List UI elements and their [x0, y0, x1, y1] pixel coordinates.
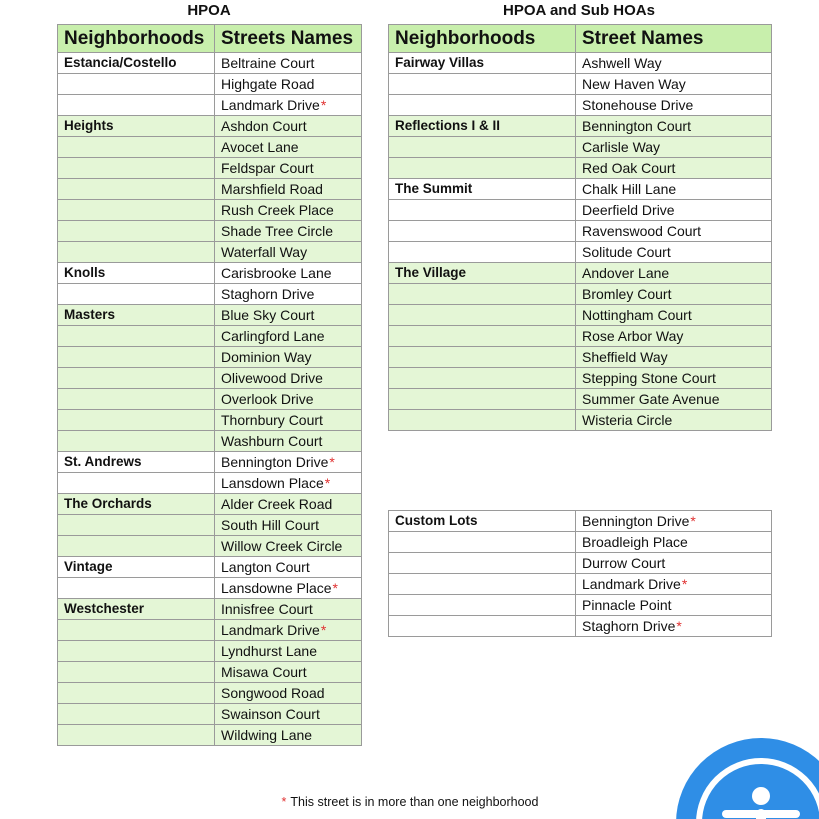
street-name-cell: [215, 347, 362, 368]
street-name: Bennington Drive: [221, 454, 329, 470]
multi-neighborhood-marker: *: [332, 580, 338, 596]
street-name: Avocet Lane: [221, 139, 299, 155]
table-row: [58, 641, 362, 662]
table-row: [389, 284, 772, 305]
neighborhood-cell: [58, 95, 215, 116]
street-name: Ashdon Court: [221, 118, 307, 134]
accessibility-button[interactable]: [676, 738, 819, 819]
multi-neighborhood-marker: *: [681, 576, 688, 592]
table-row: [58, 221, 362, 242]
neighborhood-cell: Westchester: [58, 599, 215, 620]
street-name: Nottingham Court: [582, 307, 692, 323]
neighborhood-cell: Vintage: [58, 557, 215, 578]
multi-neighborhood-marker: *: [324, 475, 331, 491]
street-name-cell: [215, 683, 362, 704]
street-name: Alder Creek Road: [221, 496, 333, 512]
table-row: [58, 515, 362, 536]
street-name: Bennington Court: [582, 118, 691, 134]
neighborhood-cell: Estancia/Costello: [58, 53, 215, 74]
neighborhood-cell: The Summit: [389, 179, 576, 200]
street-name-cell: [215, 704, 362, 725]
street-name: Thornbury Court: [221, 412, 323, 428]
table-row: [58, 410, 362, 431]
neighborhood-cell: [58, 704, 215, 725]
table-row: [58, 284, 362, 305]
table-row: [389, 368, 772, 389]
street-name-cell: [576, 53, 772, 74]
street-name: Chalk Hill Lane: [582, 181, 677, 197]
street-name: Landmark Drive: [582, 576, 681, 592]
table-row: [58, 74, 362, 95]
table-row: [58, 116, 362, 137]
street-name-cell: [576, 595, 772, 616]
street-name-cell: [576, 221, 772, 242]
street-name-cell: [576, 511, 772, 532]
street-name-cell: [215, 536, 362, 557]
table-row: [58, 536, 362, 557]
neighborhood-cell: Masters: [58, 305, 215, 326]
neighborhood-cell: [58, 662, 215, 683]
table-row: [389, 221, 772, 242]
hpoa-table-body: [58, 53, 362, 746]
street-name: Staghorn Drive: [582, 618, 676, 634]
table-row: [58, 326, 362, 347]
multi-neighborhood-marker: *: [329, 454, 335, 470]
street-name: Solitude Court: [582, 244, 671, 260]
street-name: Wisteria Circle: [582, 412, 673, 428]
street-name: Misawa Court: [221, 664, 307, 680]
table-row: [58, 431, 362, 452]
neighborhood-cell: [389, 158, 576, 179]
street-name: Staghorn Drive: [221, 286, 315, 302]
street-name: Ravenswood Court: [582, 223, 702, 239]
street-name: Marshfield Road: [221, 181, 323, 197]
street-name-cell: [215, 263, 362, 284]
street-name: Beltraine Court: [221, 55, 315, 71]
table-row: [58, 683, 362, 704]
street-name: Carlingford Lane: [221, 328, 325, 344]
street-name-cell: [215, 725, 362, 746]
table-row: [389, 158, 772, 179]
table-row: [58, 494, 362, 515]
neighborhood-cell: [58, 221, 215, 242]
accessibility-icon: [696, 758, 819, 819]
street-name: Lansdown Place: [221, 475, 324, 491]
neighborhood-cell: [389, 410, 576, 431]
street-name: Langton Court: [221, 559, 310, 575]
street-name: Innisfree Court: [221, 601, 313, 617]
footnote-marker: *: [281, 795, 287, 809]
street-name-cell: [576, 532, 772, 553]
table-row: [58, 95, 362, 116]
street-name-cell: [576, 74, 772, 95]
table-row: [389, 116, 772, 137]
multi-neighborhood-marker: *: [676, 618, 682, 634]
table-row: [58, 242, 362, 263]
street-name-cell: [215, 305, 362, 326]
table-row: [58, 662, 362, 683]
street-name-cell: [215, 473, 362, 494]
street-name-cell: [215, 53, 362, 74]
neighborhood-cell: [389, 284, 576, 305]
street-name-cell: [576, 116, 772, 137]
street-name-cell: [215, 95, 362, 116]
neighborhood-cell: [389, 95, 576, 116]
neighborhood-cell: [389, 389, 576, 410]
custom-lots-table-body: [389, 511, 772, 637]
street-name-cell: [215, 284, 362, 305]
table-row: [389, 574, 772, 595]
hpoa-table: [57, 24, 362, 746]
street-name: Red Oak Court: [582, 160, 676, 176]
street-name-cell: [215, 179, 362, 200]
table-row: [58, 473, 362, 494]
multi-neighborhood-marker: *: [320, 622, 327, 638]
neighborhood-cell: [389, 137, 576, 158]
neighborhood-cell: St. Andrews: [58, 452, 215, 473]
neighborhood-cell: [58, 536, 215, 557]
street-name-cell: [576, 284, 772, 305]
street-name: Carisbrooke Lane: [221, 265, 332, 281]
street-name: New Haven Way: [582, 76, 686, 92]
table-row: [58, 620, 362, 641]
table-row: [58, 179, 362, 200]
street-name: Waterfall Way: [221, 244, 308, 260]
street-name: Highgate Road: [221, 76, 315, 92]
street-name-cell: [576, 179, 772, 200]
column-header-street-names: Street Names: [576, 25, 772, 53]
street-name-cell: [215, 599, 362, 620]
neighborhood-cell: [389, 532, 576, 553]
street-name: Ashwell Way: [582, 55, 662, 71]
neighborhood-cell: [58, 347, 215, 368]
footnote-text: This street is in more than one neighborhood: [290, 795, 539, 809]
street-name-cell: [215, 389, 362, 410]
neighborhood-cell: [389, 200, 576, 221]
neighborhood-cell: [389, 305, 576, 326]
street-name-cell: [215, 452, 362, 473]
street-name-cell: [576, 200, 772, 221]
neighborhood-cell: [58, 74, 215, 95]
table-row: [58, 452, 362, 473]
table-row: [389, 242, 772, 263]
neighborhood-cell: Knolls: [58, 263, 215, 284]
street-name: Olivewood Drive: [221, 370, 323, 386]
street-name: Rush Creek Place: [221, 202, 334, 218]
street-name-cell: [576, 326, 772, 347]
street-name-cell: [215, 662, 362, 683]
multi-neighborhood-marker: *: [320, 97, 327, 113]
table-row: [58, 599, 362, 620]
neighborhood-cell: [58, 158, 215, 179]
street-name: Landmark Drive: [221, 622, 320, 638]
neighborhood-cell: [58, 473, 215, 494]
street-name: Willow Creek Circle: [221, 538, 343, 554]
neighborhood-cell: [58, 620, 215, 641]
neighborhood-cell: [389, 368, 576, 389]
neighborhood-cell: [58, 389, 215, 410]
street-name-cell: [215, 620, 362, 641]
street-name-cell: [215, 221, 362, 242]
table-row: [389, 95, 772, 116]
street-name-cell: [215, 74, 362, 95]
neighborhood-cell: The Village: [389, 263, 576, 284]
street-name-cell: [215, 410, 362, 431]
street-name-cell: [576, 389, 772, 410]
street-name-cell: [576, 137, 772, 158]
neighborhood-cell: Reflections I & II: [389, 116, 576, 137]
street-name: Overlook Drive: [221, 391, 314, 407]
table-row: [389, 179, 772, 200]
neighborhood-cell: [389, 326, 576, 347]
table-row: [389, 326, 772, 347]
neighborhood-cell: [58, 410, 215, 431]
street-name-cell: [215, 431, 362, 452]
street-name-cell: [576, 263, 772, 284]
table-row: [58, 305, 362, 326]
street-name: Broadleigh Place: [582, 534, 688, 550]
street-name: Landmark Drive: [221, 97, 320, 113]
table-row: [389, 389, 772, 410]
table-row: [58, 368, 362, 389]
neighborhood-cell: [58, 200, 215, 221]
table-row: [389, 595, 772, 616]
street-name: Bromley Court: [582, 286, 672, 302]
street-name: Pinnacle Point: [582, 597, 672, 613]
neighborhood-cell: [58, 578, 215, 599]
street-name: Andover Lane: [582, 265, 670, 281]
table-row: [58, 389, 362, 410]
table-row: [389, 553, 772, 574]
neighborhood-cell: The Orchards: [58, 494, 215, 515]
street-name-cell: [576, 158, 772, 179]
neighborhood-cell: [389, 574, 576, 595]
street-name-cell: [215, 515, 362, 536]
street-name-cell: [215, 494, 362, 515]
street-name-cell: [576, 410, 772, 431]
street-name-cell: [576, 95, 772, 116]
street-name: Blue Sky Court: [221, 307, 315, 323]
table-header-row: [58, 25, 362, 53]
table-row: [389, 532, 772, 553]
neighborhood-cell: [389, 553, 576, 574]
hpoa-title: HPOA: [187, 2, 231, 19]
street-name: Summer Gate Avenue: [582, 391, 720, 407]
street-name: Songwood Road: [221, 685, 325, 701]
street-name: Deerfield Drive: [582, 202, 675, 218]
street-name: Rose Arbor Way: [582, 328, 684, 344]
street-name: Stonehouse Drive: [582, 97, 694, 113]
neighborhood-cell: [58, 242, 215, 263]
street-name-cell: [215, 578, 362, 599]
street-name-cell: [576, 574, 772, 595]
table-row: [58, 557, 362, 578]
street-name: Washburn Court: [221, 433, 323, 449]
street-name: Lyndhurst Lane: [221, 643, 317, 659]
neighborhood-cell: [58, 515, 215, 536]
street-name-cell: [215, 242, 362, 263]
street-name: Shade Tree Circle: [221, 223, 334, 239]
table-row: [389, 53, 772, 74]
neighborhood-cell: [58, 683, 215, 704]
neighborhood-cell: Heights: [58, 116, 215, 137]
street-name-cell: [215, 200, 362, 221]
neighborhood-cell: [58, 137, 215, 158]
street-name: Swainson Court: [221, 706, 320, 722]
sub-hoas-table: [388, 24, 772, 431]
table-row: [58, 137, 362, 158]
neighborhood-cell: [58, 326, 215, 347]
street-name: Sheffield Way: [582, 349, 668, 365]
table-row: [389, 347, 772, 368]
street-name-cell: [576, 242, 772, 263]
street-name-cell: [215, 641, 362, 662]
table-row: [389, 74, 772, 95]
neighborhood-cell: Custom Lots: [389, 511, 576, 532]
neighborhood-cell: [58, 431, 215, 452]
table-row: [58, 158, 362, 179]
neighborhood-cell: [389, 221, 576, 242]
neighborhood-cell: [389, 242, 576, 263]
neighborhood-cell: [389, 616, 576, 637]
street-name-cell: [215, 368, 362, 389]
table-row: [58, 725, 362, 746]
sub-hoas-title: HPOA and Sub HOAs: [503, 2, 655, 19]
custom-lots-table: [388, 510, 772, 637]
street-name-cell: [576, 553, 772, 574]
street-name-cell: [576, 305, 772, 326]
street-name: South Hill Court: [221, 517, 320, 533]
street-name-cell: [215, 158, 362, 179]
table-row: [389, 410, 772, 431]
column-header-neighborhoods: Neighborhoods: [58, 25, 215, 53]
street-name: Carlisle Way: [582, 139, 661, 155]
table-row: [58, 704, 362, 725]
neighborhood-cell: [58, 641, 215, 662]
table-row: [58, 200, 362, 221]
column-header-street-names: Streets Names: [215, 25, 362, 53]
neighborhood-cell: Fairway Villas: [389, 53, 576, 74]
sub-hoas-table-body: [389, 53, 772, 431]
street-name: Dominion Way: [221, 349, 312, 365]
street-name-cell: [215, 116, 362, 137]
street-name-cell: [215, 137, 362, 158]
street-name: Wildwing Lane: [221, 727, 313, 743]
neighborhood-cell: [389, 595, 576, 616]
table-row: [389, 511, 772, 532]
table-row: [389, 137, 772, 158]
neighborhood-cell: [58, 725, 215, 746]
street-name-cell: [576, 347, 772, 368]
table-row: [389, 263, 772, 284]
table-row: [58, 53, 362, 74]
table-row: [389, 305, 772, 326]
street-name-cell: [576, 616, 772, 637]
neighborhood-cell: [389, 74, 576, 95]
table-row: [58, 578, 362, 599]
table-row: [58, 263, 362, 284]
street-name-cell: [576, 368, 772, 389]
table-row: [389, 616, 772, 637]
street-name: Durrow Court: [582, 555, 666, 571]
street-name: Feldspar Court: [221, 160, 314, 176]
table-row: [58, 347, 362, 368]
table-row: [389, 200, 772, 221]
neighborhood-cell: [389, 347, 576, 368]
street-name: Stepping Stone Court: [582, 370, 716, 386]
neighborhood-cell: [58, 368, 215, 389]
column-header-neighborhoods: Neighborhoods: [389, 25, 576, 53]
street-name: Lansdowne Place: [221, 580, 332, 596]
multi-neighborhood-marker: *: [690, 513, 696, 529]
neighborhood-cell: [58, 284, 215, 305]
table-header-row: [389, 25, 772, 53]
street-name-cell: [215, 326, 362, 347]
neighborhood-cell: [58, 179, 215, 200]
street-name-cell: [215, 557, 362, 578]
street-name: Bennington Drive: [582, 513, 690, 529]
